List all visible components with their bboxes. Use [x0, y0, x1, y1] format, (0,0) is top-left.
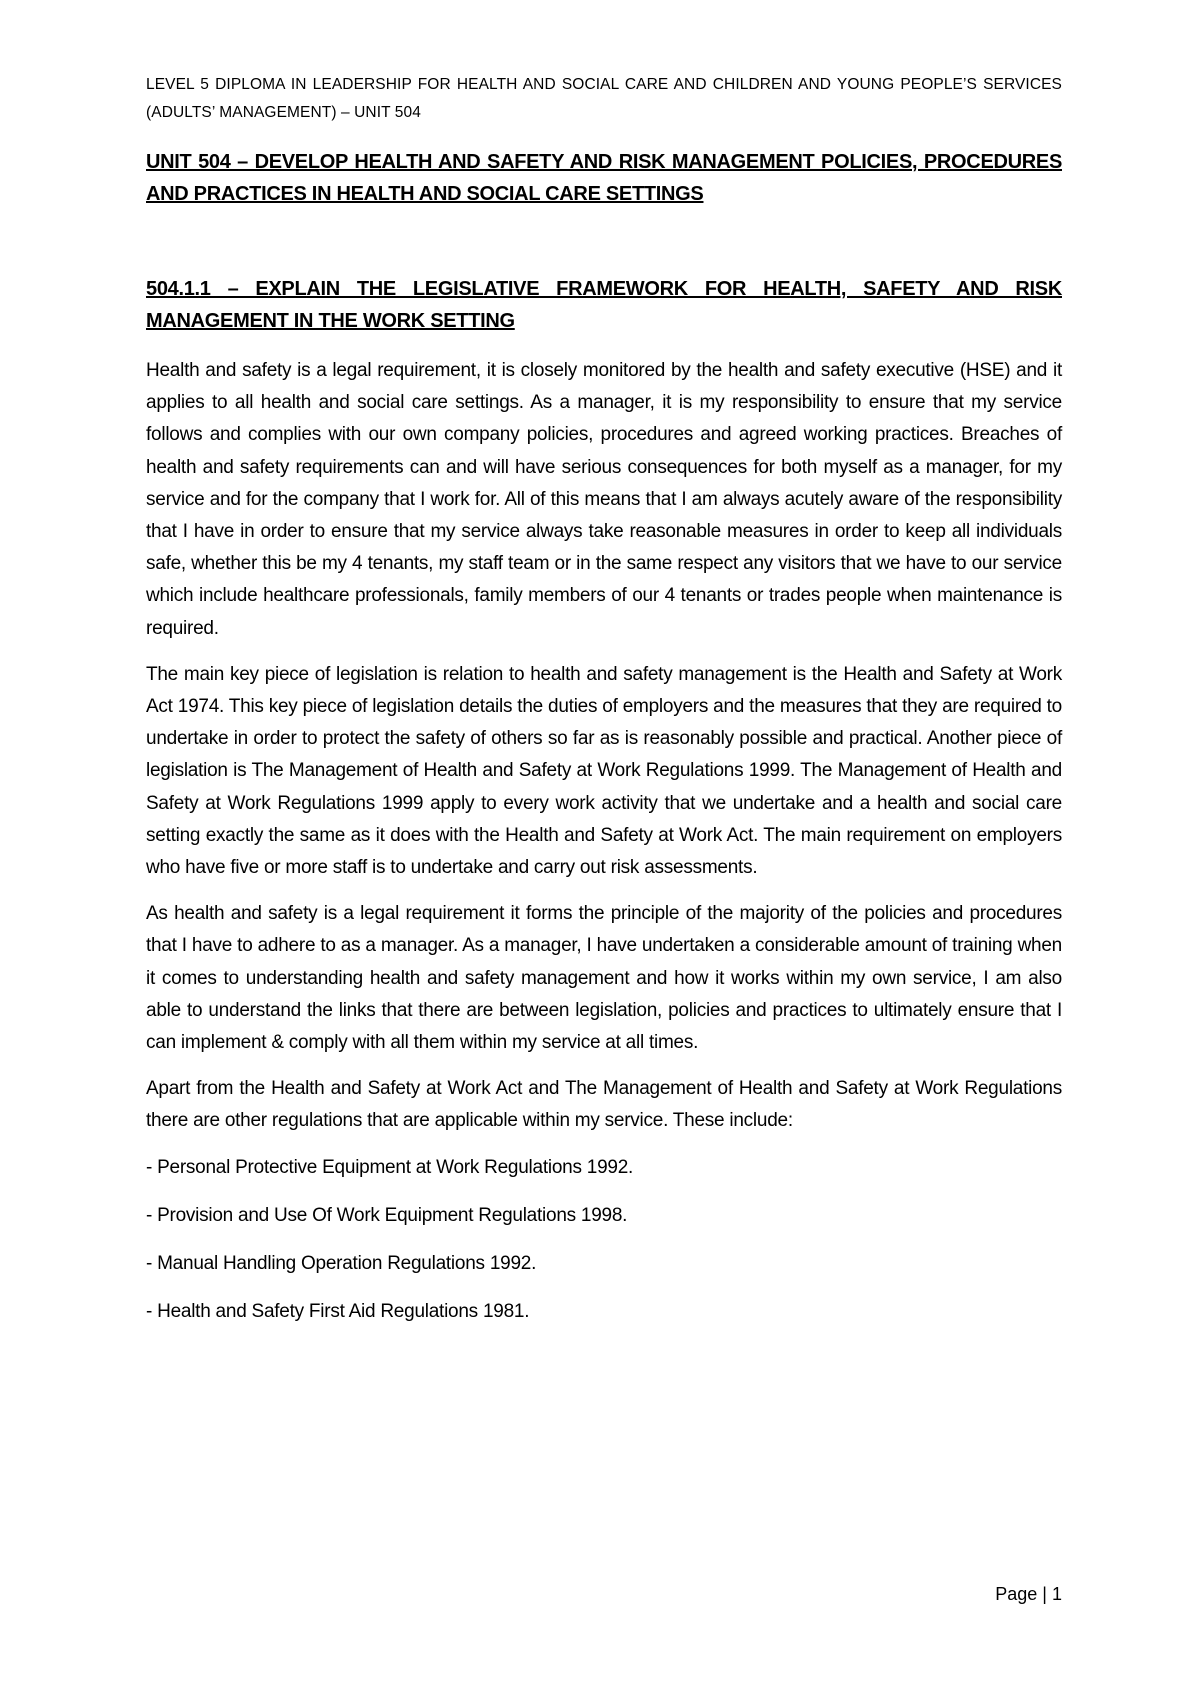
- document-body: [146, 355, 1062, 1344]
- paragraph-hse-overview: Health and safety is a legal requirement, it is closely monitored by the health and safety executive (HSE) and it applies to all health and social care settings. As a manager, it is my responsibility to ensure that my service follows and complies with our own company policies, procedures and agreed working practices. Breaches of health and safety requirements can and will have serious consequences for both myself as a manager, for my service and for the company that I work for. All of this means that I am always acutely aware of the responsibility that I have in order to ensure that my service always take reasonable measures in order to keep all individuals safe, whether this be my 4 tenants, my staff team or in the same respect any visitors that we have to our service which include healthcare professionals, family members of our 4 tenants or trades people when maintenance is required.: [146, 360, 1062, 639]
- running-header: LEVEL 5 DIPLOMA IN LEADERSHIP FOR HEALTH AND SOCIAL CARE AND CHILDREN AND YOUNG PEOPLE’S SERVICES (ADULTS’ MANAGEMENT) – UNIT 504: [146, 76, 1062, 121]
- page-number: 1: [1051, 1584, 1062, 1604]
- list-item-ppe-regulations: - Personal Protective Equipment at Work Regulations 1992.: [146, 1156, 634, 1178]
- page-label: Page: [995, 1584, 1038, 1604]
- paragraph-manager-training: As health and safety is a legal requirement it forms the principle of the majority of the policies and procedures that I have to adhere to as a manager. As a manager, I have undertaken a considerable amount of training when it comes to understanding health and safety management and how it works within my own service, I am also able to understand the links that there are between legislation, policies and practices to ultimately ensure that I can implement & comply with all them within my service at all times.: [146, 903, 1062, 1054]
- page-separator: |: [1042, 1584, 1047, 1604]
- page-footer: [995, 1582, 1062, 1606]
- list-item-manual-handling-regulations: - Manual Handling Operation Regulations 1992.: [146, 1253, 537, 1275]
- unit-title: UNIT 504 – DEVELOP HEALTH AND SAFETY AND RISK MANAGEMENT POLICIES, PROCEDURES AND PRACTICES IN HEALTH AND SOCIAL CARE SETTINGS: [146, 151, 1062, 205]
- section-heading: 504.1.1 – EXPLAIN THE LEGISLATIVE FRAMEWORK FOR HEALTH, SAFETY AND RISK MANAGEMENT IN THE WORK SETTING: [146, 278, 1062, 332]
- paragraph-other-regulations: Apart from the Health and Safety at Work Act and The Management of Health and Safety at Work Regulations there are other regulations that are applicable within my service. These include:: [146, 1078, 1062, 1132]
- paragraph-hswa-1974: The main key piece of legislation is relation to health and safety management is the Health and Safety at Work Act 1974. This key piece of legislation details the duties of employers and the measures that they are required to undertake in order to protect the safety of others so far as is reasonably possible and practical. Another piece of legislation is The Management of Health and Safety at Work Regulations 1999. The Management of Health and Safety at Work Regulations 1999 apply to every work activity that we undertake and a health and social care setting exactly the same as it does with the Health and Safety at Work Act. The main requirement on employers who have five or more staff is to undertake and carry out risk assessments.: [146, 663, 1062, 879]
- list-item-puwer-regulations: - Provision and Use Of Work Equipment Regulations 1998.: [146, 1204, 628, 1226]
- list-item-first-aid-regulations: - Health and Safety First Aid Regulations 1981.: [146, 1301, 530, 1323]
